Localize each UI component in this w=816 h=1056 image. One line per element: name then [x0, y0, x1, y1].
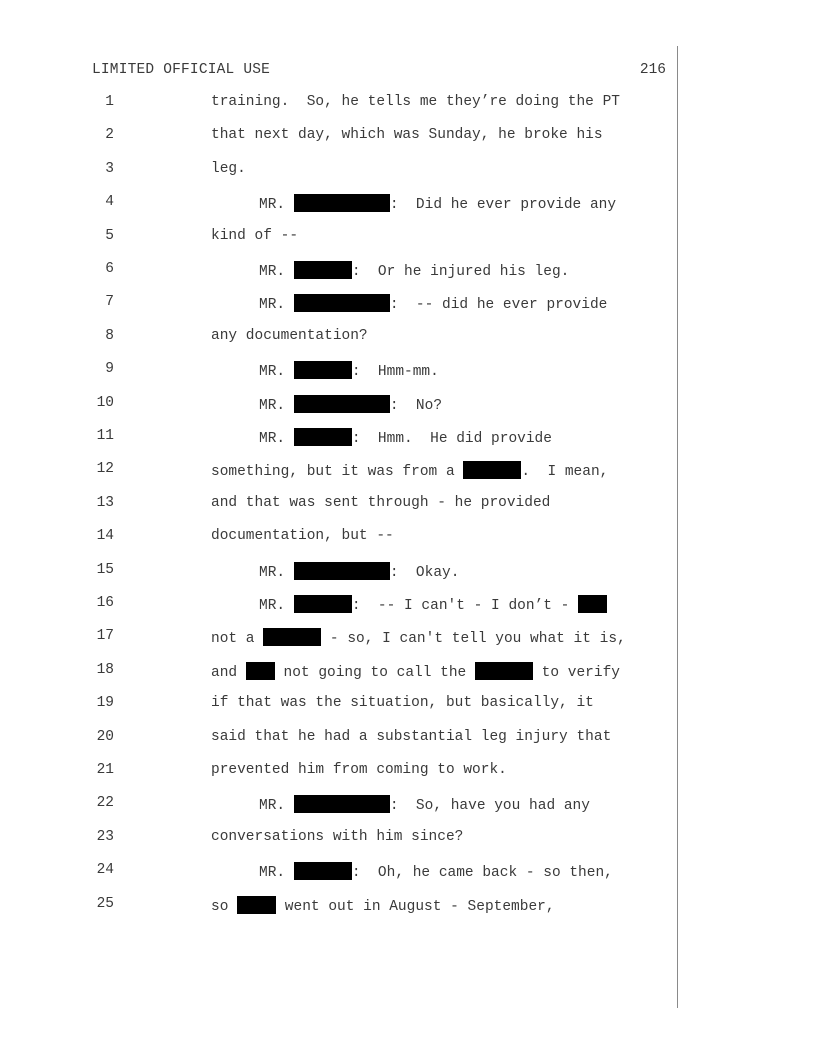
redaction-box: [294, 261, 352, 279]
line-text: [211, 328, 368, 344]
line-number: 13: [96, 494, 114, 511]
transcript-line: [0, 829, 816, 851]
line-text-segment: : Or he injured his leg.: [351, 264, 570, 280]
line-number: 8: [105, 327, 114, 344]
redaction-box: [294, 294, 390, 312]
line-text: [211, 628, 626, 647]
redaction-box: [294, 795, 390, 813]
transcript-line: [0, 795, 816, 817]
transcript-line: [0, 628, 816, 650]
classification-header: LIMITED OFFICIAL USE: [92, 62, 271, 78]
line-text-segment: MR.: [259, 564, 294, 581]
line-number: 9: [105, 361, 114, 378]
line-text-segment: MR.: [259, 364, 294, 381]
transcript-line: [0, 127, 816, 149]
line-text-segment: MR.: [259, 397, 294, 414]
line-text-segment: : Hmm. He did provide: [351, 431, 552, 447]
line-text-segment: MR.: [259, 798, 294, 815]
line-text-segment: : Did he ever provide any: [389, 197, 617, 214]
line-number: 6: [105, 261, 114, 277]
line-text: [211, 762, 507, 778]
transcript-line: [0, 729, 816, 751]
line-number: 12: [96, 461, 114, 478]
line-number: 20: [96, 728, 114, 745]
line-text-segment: : No?: [389, 397, 443, 414]
line-number: 18: [96, 661, 114, 678]
line-text-segment: : Hmm-mm.: [351, 364, 439, 381]
line-text: [259, 194, 616, 213]
redaction-box: [294, 862, 352, 880]
line-text: [211, 662, 620, 681]
line-text: [211, 228, 298, 244]
redaction-box: [294, 428, 352, 446]
line-number: 19: [96, 695, 114, 712]
transcript-line: [0, 428, 816, 450]
line-text-segment: not a: [211, 631, 264, 648]
line-number: 7: [105, 294, 114, 311]
line-text-segment: : -- did he ever provide: [389, 297, 608, 314]
redaction-box: [463, 461, 521, 479]
redaction-box: [578, 595, 607, 613]
line-number: 16: [96, 595, 114, 611]
line-text: [211, 695, 594, 711]
line-number: 22: [96, 795, 114, 812]
line-text: [211, 829, 463, 845]
line-number: 11: [96, 428, 114, 444]
line-number: 2: [105, 127, 114, 144]
line-text-segment: MR.: [259, 297, 294, 314]
line-text: [211, 94, 620, 110]
line-text-segment: any documentation?: [211, 327, 368, 344]
line-text-segment: MR.: [259, 865, 294, 882]
line-text-segment: . I mean,: [521, 464, 609, 481]
line-number: 10: [96, 394, 114, 411]
line-number: 5: [105, 227, 114, 244]
transcript-line: [0, 528, 816, 550]
line-text-segment: and that was sent through - he provided: [211, 494, 551, 511]
line-text-segment: : Oh, he came back - so then,: [351, 865, 613, 882]
line-text-segment: something, but it was from a: [211, 464, 464, 481]
line-text-segment: - so, I can't tell you what it is,: [321, 631, 626, 648]
line-text-segment: and: [211, 664, 246, 681]
line-text: [259, 795, 590, 814]
line-text-segment: MR.: [259, 431, 294, 447]
line-text: [211, 528, 394, 544]
transcript-line: [0, 762, 816, 784]
line-number: 15: [96, 561, 114, 578]
transcript-line: [0, 495, 816, 517]
transcript-line: [0, 461, 816, 483]
transcript-line: [0, 161, 816, 183]
transcript-line: [0, 194, 816, 216]
line-number: 3: [105, 160, 114, 177]
line-text: [211, 896, 555, 915]
line-text-segment: leg.: [211, 160, 246, 177]
transcript-line: [0, 328, 816, 350]
line-text-segment: prevented him from coming to work.: [211, 762, 507, 778]
redaction-box: [475, 662, 533, 680]
transcript-line: [0, 228, 816, 250]
redaction-box: [294, 595, 352, 613]
line-number: 14: [96, 528, 114, 545]
page-number: 216: [639, 62, 666, 78]
line-text: [259, 361, 439, 380]
redaction-box: [237, 896, 276, 914]
line-text-segment: MR.: [259, 264, 294, 280]
line-text-segment: to verify: [532, 664, 620, 681]
transcript-line: [0, 896, 816, 918]
line-number: 17: [96, 628, 114, 645]
transcript-line: [0, 662, 816, 684]
line-number: 21: [96, 762, 114, 778]
line-number: 23: [96, 828, 114, 845]
line-text: [211, 127, 603, 143]
redaction-box: [294, 395, 390, 413]
redaction-box: [294, 361, 352, 379]
line-text: [259, 428, 552, 447]
line-text-segment: MR.: [259, 598, 294, 614]
line-text-segment: training. So, he tells me they’re doing the PT: [211, 94, 620, 110]
transcript-line: [0, 862, 816, 884]
transcript-line: [0, 395, 816, 417]
line-text-segment: went out in August - September,: [276, 898, 555, 915]
transcript-line: [0, 94, 816, 116]
line-number: 1: [105, 94, 114, 110]
redaction-box: [246, 662, 275, 680]
transcript-line: [0, 695, 816, 717]
line-text-segment: documentation, but --: [211, 528, 394, 545]
line-text: [259, 395, 442, 414]
transcript-line: [0, 595, 816, 617]
transcript-line: [0, 361, 816, 383]
transcript-line: [0, 562, 816, 584]
redaction-box: [263, 628, 321, 646]
line-text-segment: MR.: [259, 197, 294, 214]
line-text: [259, 595, 607, 614]
transcript-line: [0, 261, 816, 283]
line-text: [211, 729, 611, 745]
line-text: [259, 862, 613, 881]
line-text: [259, 294, 607, 313]
line-text-segment: : -- I can't - I don’t -: [351, 598, 579, 614]
transcript-line: [0, 294, 816, 316]
line-text-segment: kind of --: [211, 227, 299, 244]
line-text: [211, 495, 550, 511]
line-text-segment: : Okay.: [389, 564, 460, 581]
line-text: [211, 461, 608, 480]
line-text-segment: so: [211, 898, 238, 915]
line-text: [211, 161, 246, 177]
line-text-segment: said that he had a substantial leg injury that: [211, 728, 612, 745]
line-text: [259, 261, 569, 280]
line-number: 25: [96, 895, 114, 912]
line-number: 24: [96, 862, 114, 879]
line-text-segment: not going to call the: [274, 664, 475, 681]
redaction-box: [294, 194, 390, 212]
redaction-box: [294, 562, 390, 580]
line-text-segment: that next day, which was Sunday, he broke his: [211, 127, 603, 144]
line-text-segment: if that was the situation, but basically, it: [211, 695, 594, 712]
line-number: 4: [105, 194, 114, 211]
line-text-segment: : So, have you had any: [389, 798, 590, 815]
line-text: [259, 562, 459, 581]
line-text-segment: conversations with him since?: [211, 828, 464, 845]
